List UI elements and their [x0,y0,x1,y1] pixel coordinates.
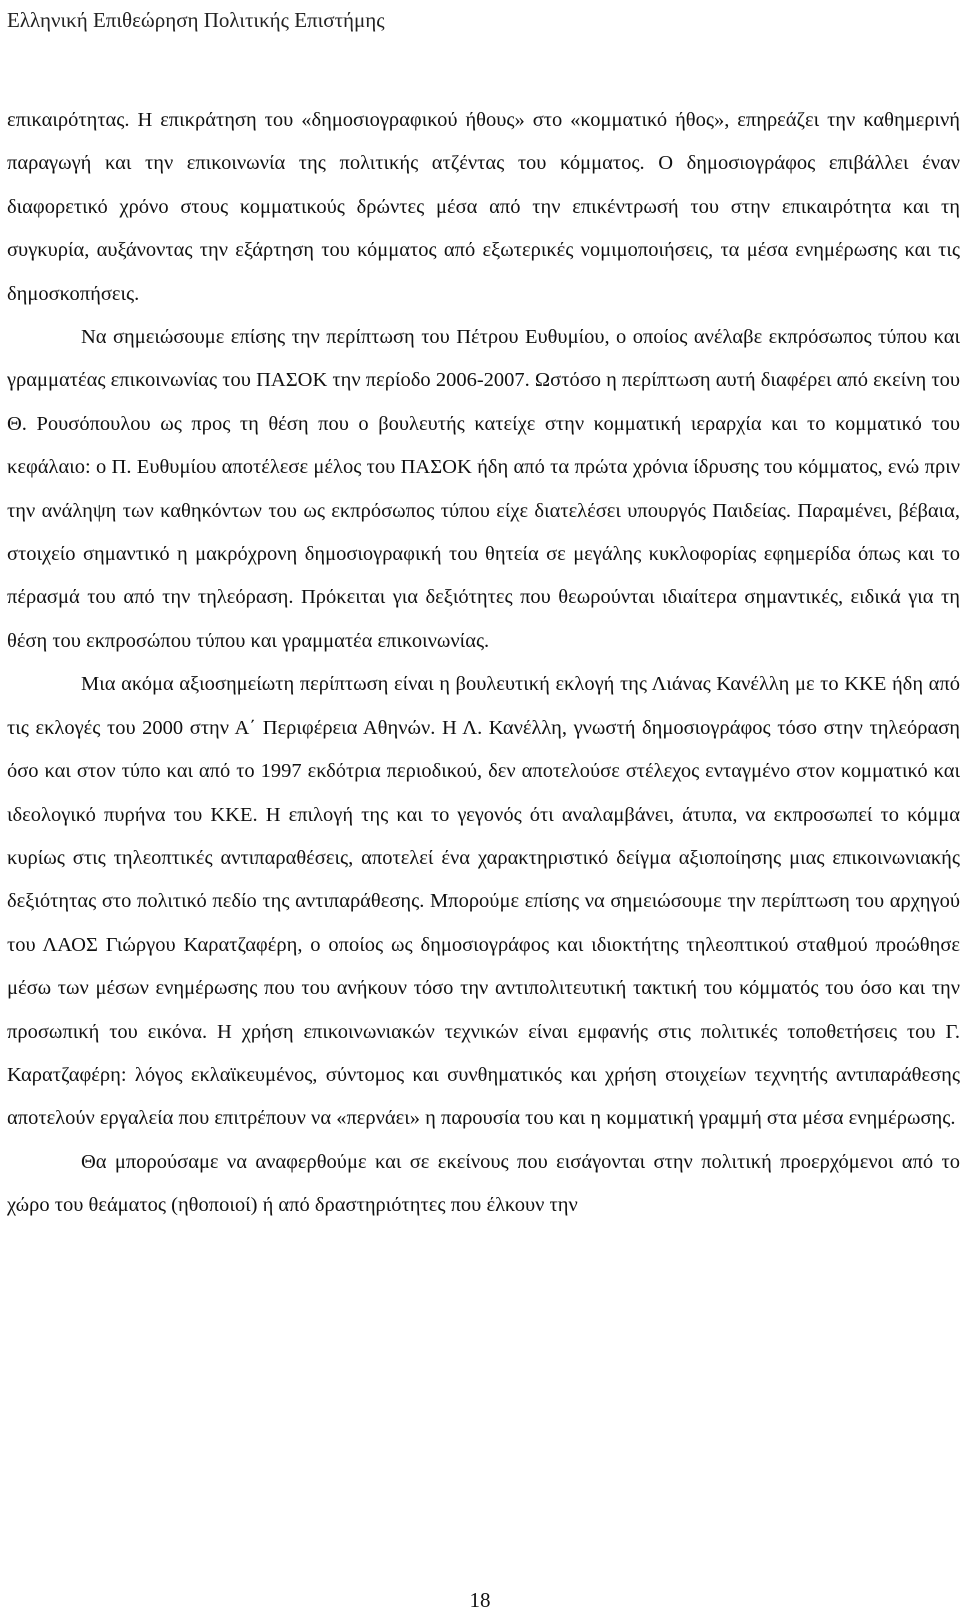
paragraph-continuation: επικαιρότητας. Η επικράτηση του «δημοσιογραφικού ήθους» στο «κομματικό ήθος», επηρεάζει την καθημερινή παραγωγή και την επικοινωνία της πολιτικής ατζέντας του κόμματος. Ο δημοσιογράφος επιβάλλει έναν διαφορετικό χρόνο στους κομματικούς δρώντες μέσα από την επικέντρωσή του στην επικαιρότητα και τη συγκυρία, αυξάνοντας την εξάρτηση του κόμματος από εξωτερικές νομιμοποιήσεις, τα μέσα ενημέρωσης και τις δημοσκοπήσεις. [7,109,960,305]
paragraph-entertainment: Θα μπορούσαμε να αναφερθούμε και σε εκείνους που εισάγονται στην πολιτική προερχόμενοι από το χώρο του θεάματος (ηθοποιοί) ή από δραστηριότητες που έλκουν την [7,1150,960,1217]
body-text [7,99,960,1228]
paragraph-kanelli-karatzaferis: Μια ακόμα αξιοσημείωτη περίπτωση είναι η βουλευτική εκλογή της Λιάνας Κανέλλη με το ΚΚΕ ήδη από τις εκλογές του 2000 στην Α΄ Περιφέρεια Αθηνών. Η Λ. Κανέλλη, γνωστή δημοσιογράφος τόσο στην τηλεόραση όσο και στον τύπο και από το 1997 εκδότρια περιοδικού, δεν αποτελούσε στέλεχος ενταγμένο στον κομματικό και ιδεολογικό πυρήνα του ΚΚΕ. Η επιλογή της και το γεγονός ότι αναλαμβάνει, άτυπα, να εκπροσωπεί το κόμμα κυρίως στις τηλεοπτικές αντιπαραθέσεις, αποτελεί ένα χαρακτηριστικό δείγμα αξιοποίησης μιας επικοινωνιακής δεξιότητας στο πολιτικό πεδίο της αντιπαράθεσης. Μπορούμε επίσης να σημειώσουμε την περίπτωση του αρχηγού του ΛΑΟΣ Γιώργου Καρατζαφέρη, ο οποίος ως δημοσιογράφος και ιδιοκτήτης τηλεοπτικού σταθμού προώθησε μέσω των μέσων ενημέρωσης που του ανήκουν τόσο την αντιπολιτευτική τακτική του κόμματός του όσο και την προσωπική του εικόνα. Η χρήση επικοινωνιακών τεχνικών είναι εμφανής στις πολιτικές τοποθετήσεις του Γ. Καρατζαφέρη: λόγος εκλαϊκευμένος, σύντομος και συνθηματικός και χρήση στοιχείων τεχνητής αντιπαράθεσης αποτελούν εργαλεία που επιτρέπουν να «περνάει» η παρουσία του και η κομματική γραμμή στα μέσα ενημέρωσης. [7,673,960,1130]
journal-title-header: Ελληνική Επιθεώρηση Πολιτικής Επιστήμης [7,8,385,32]
paragraph-efthymiou: Να σημειώσουμε επίσης την περίπτωση του Πέτρου Ευθυμίου, ο οποίος ανέλαβε εκπρόσωπος τύπου και γραμματέας επικοινωνίας του ΠΑΣΟΚ την περίοδο 2006-2007. Ωστόσο η περίπτωση αυτή διαφέρει από εκείνη του Θ. Ρουσόπουλου ως προς τη θέση που ο βουλευτής κατείχε στην κομματική ιεραρχία και το κομματικό του κεφάλαιο: ο Π. Ευθυμίου αποτέλεσε μέλος του ΠΑΣΟΚ ήδη από τα πρώτα χρόνια ίδρυσης του κόμματος, ενώ πριν την ανάληψη των καθηκόντων του ως εκπρόσωπος τύπου είχε διατελέσει υπουργός Παιδείας. Παραμένει, βέβαια, στοιχείο σημαντικό η μακρόχρονη δημοσιογραφική του θητεία σε μεγάλης κυκλοφορίας εφημερίδα όπως και το πέρασμά του από την τηλεόραση. Πρόκειται για δεξιότητες που θεωρούνται ιδιαίτερα σημαντικές, ειδικά για τη θέση του εκπροσώπου τύπου και γραμματέα επικοινωνίας. [7,326,960,652]
page-number: 18 [469,1588,491,1612]
